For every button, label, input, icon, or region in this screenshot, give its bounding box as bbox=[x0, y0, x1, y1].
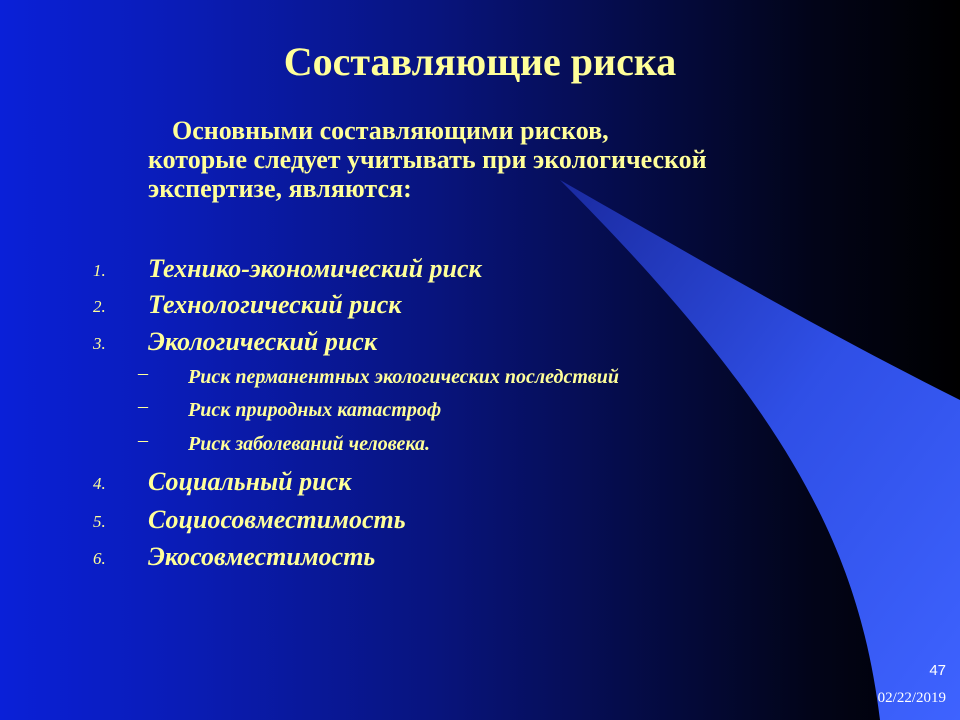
list-item-text: Технологический риск bbox=[148, 290, 402, 319]
dash-bullet: – bbox=[138, 429, 148, 451]
swoosh-shape bbox=[560, 180, 960, 720]
list-item-text: Экосовместимость bbox=[148, 542, 376, 571]
list-item-text: Экологический риск bbox=[148, 327, 378, 356]
intro-paragraph: Основными составляющими рисков, которые следует учитывать при экологической экспертизе, являются: bbox=[148, 116, 707, 203]
dash-bullet: – bbox=[138, 395, 148, 417]
list-number: 6. bbox=[93, 549, 106, 568]
list-number: 5. bbox=[93, 512, 106, 531]
list-number: 3. bbox=[93, 334, 106, 353]
list-number: 1. bbox=[93, 261, 106, 280]
sub-list-item-text: Риск перманентных экологических последствий bbox=[188, 366, 620, 388]
page-number: 47 bbox=[929, 662, 946, 679]
list-item-text: Технико-экономический риск bbox=[148, 254, 482, 283]
list-item-text: Социосовместимость bbox=[148, 505, 406, 534]
sub-list-item-text: Риск природных катастроф bbox=[188, 399, 442, 421]
sub-list-item-text: Риск заболеваний человека. bbox=[188, 433, 431, 455]
list-item-text: Социальный риск bbox=[148, 467, 352, 496]
slide-title: Составляющие риска bbox=[283, 39, 677, 84]
list-number: 4. bbox=[93, 474, 106, 493]
dash-bullet: – bbox=[138, 362, 148, 384]
slide-date: 02/22/2019 bbox=[877, 690, 946, 706]
list-number: 2. bbox=[93, 297, 106, 316]
